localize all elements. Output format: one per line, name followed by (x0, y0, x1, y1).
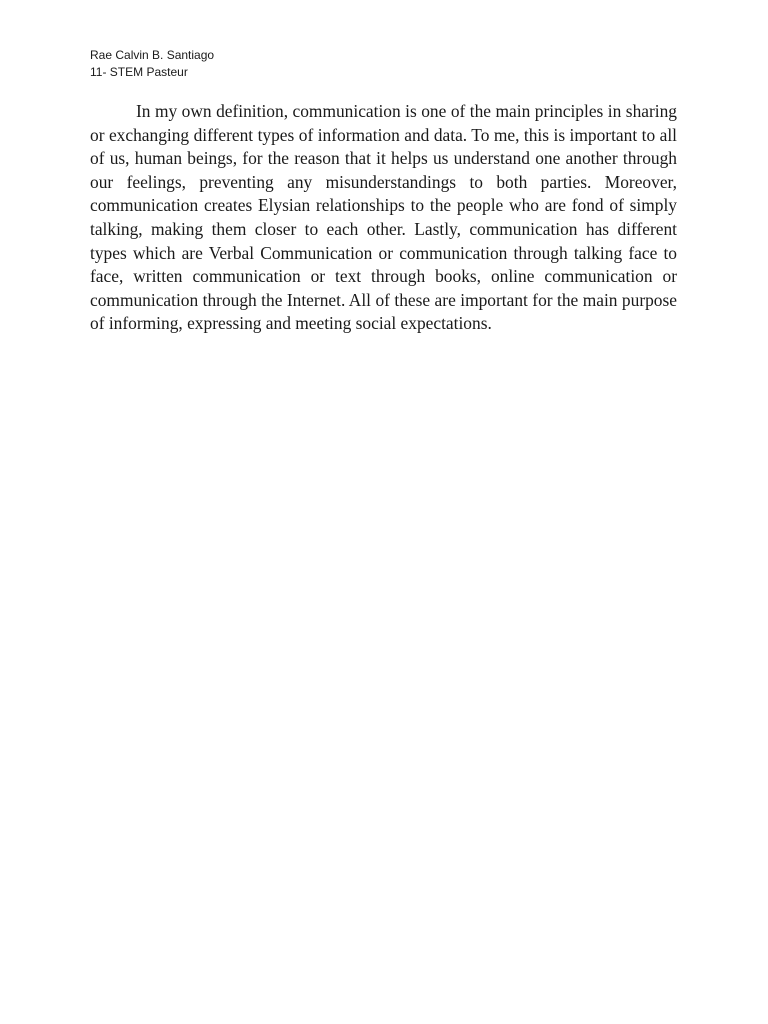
document-header (90, 47, 214, 81)
author-name: Rae Calvin B. Santiago (90, 48, 215, 62)
class-section: 11- STEM Pasteur (90, 65, 188, 79)
essay-paragraph: In my own definition, communication is one of the main principles in sharing or exchanging different types of information and data. To me, this is important to all of us, human beings, for the reason that it helps us understand one another through our feelings, preventing any misunderstandings to both parties. Moreover, communication creates Elysian relationships to the people who are fond of simply talking, making them closer to each other. Lastly, communication has different types which are Verbal Communication or communication through talking face to face, written communication or text through books, online communication or communication through the Internet. All of these are important for the main purpose of informing, expressing and meeting social expectations. (90, 101, 677, 334)
